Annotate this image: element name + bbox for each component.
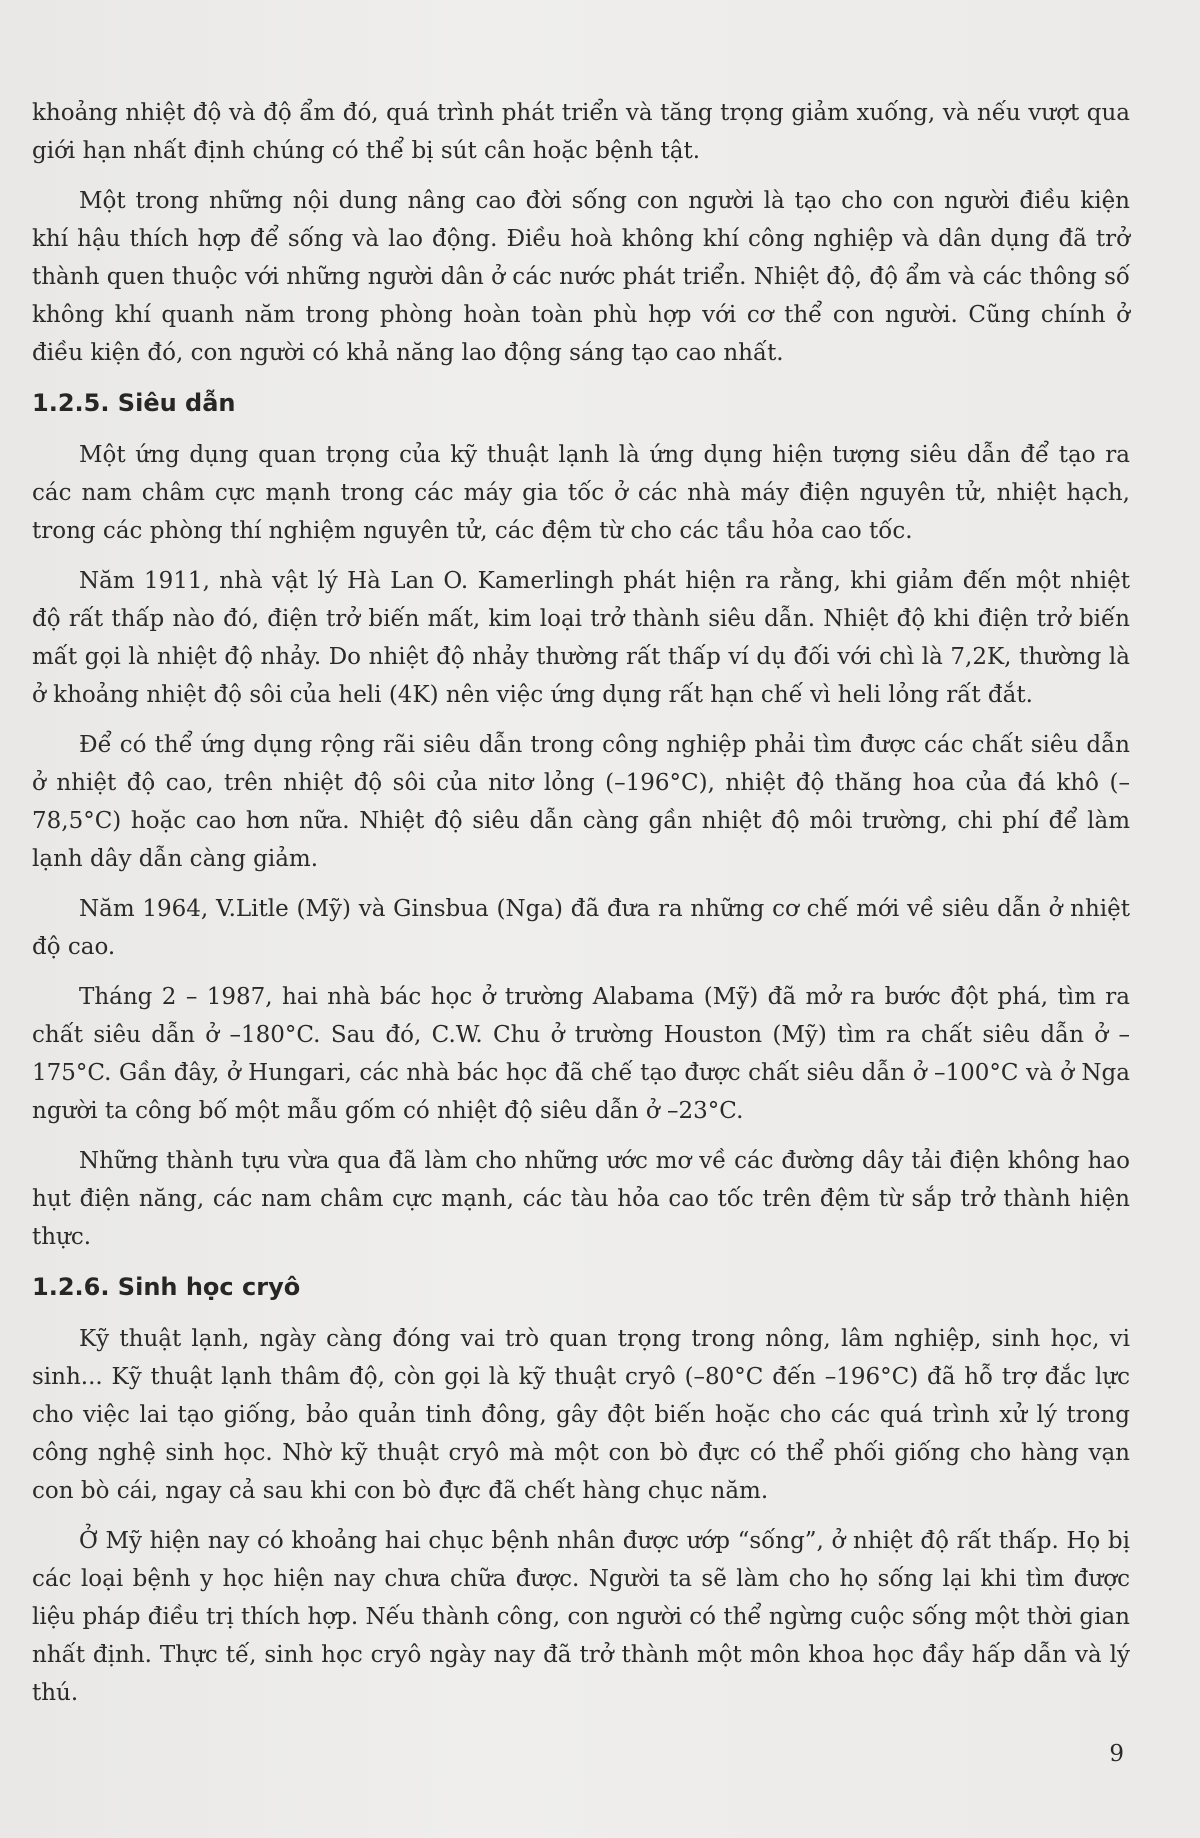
paragraph: Để có thể ứng dụng rộng rãi siêu dẫn trong công nghiệp phải tìm được các chất siêu dẫn ở nhiệt độ cao, trên nhiệt độ sôi của nitơ lỏng (–196°C), nhiệt độ thăng hoa của đá khô (–78,5°C) hoặc cao hơn nữa. Nhiệt độ siêu dẫn càng gần nhiệt độ môi trường, chi phí để làm lạnh dây dẫn càng giảm. xyxy=(32,732,1130,872)
paragraph: Tháng 2 – 1987, hai nhà bác học ở trường Alabama (Mỹ) đã mở ra bước đột phá, tìm ra chất siêu dẫn ở –180°C. Sau đó, C.W. Chu ở trường Houston (Mỹ) tìm ra chất siêu dẫn ở –175°C. Gần đây, ở Hungari, các nhà bác học đã chế tạo được chất siêu dẫn ở –100°C và ở Nga người ta công bố một mẫu gốm có nhiệt độ siêu dẫn ở –23°C. xyxy=(32,984,1130,1124)
section-heading-sinh-hoc-cryo: 1.2.6. Sinh học cryô xyxy=(32,1273,301,1301)
paragraph: Một trong những nội dung nâng cao đời sống con người là tạo cho con người điều kiện khí hậu thích hợp để sống và lao động. Điều hoà không khí công nghiệp và dân dụng đã trở thành quen thuộc với những người dân ở các nước phát triển. Nhiệt độ, độ ẩm và các thông số không khí quanh năm trong phòng hoàn toàn phù hợp với cơ thể con người. Cũng chính ở điều kiện đó, con người có khả năng lao động sáng tạo cao nhất. xyxy=(32,188,1130,366)
section-heading-sieu-dan: 1.2.5. Siêu dẫn xyxy=(32,389,236,417)
page-number: 9 xyxy=(1109,1741,1124,1767)
paragraph: Một ứng dụng quan trọng của kỹ thuật lạnh là ứng dụng hiện tượng siêu dẫn để tạo ra các nam châm cực mạnh trong các máy gia tốc ở các nhà máy điện nguyên tử, nhiệt hạch, trong các phòng thí nghiệm nguyên tử, các đệm từ cho các tầu hỏa cao tốc. xyxy=(32,442,1130,544)
paragraph: Kỹ thuật lạnh, ngày càng đóng vai trò quan trọng trong nông, lâm nghiệp, sinh học, vi sinh... Kỹ thuật lạnh thâm độ, còn gọi là kỹ thuật cryô (–80°C đến –196°C) đã hỗ trợ đắc lực cho việc lai tạo giống, bảo quản tinh đông, gây đột biến hoặc cho các quá trình xử lý trong công nghệ sinh học. Nhờ kỹ thuật cryô mà một con bò đực có thể phối giống cho hàng vạn con bò cái, ngay cả sau khi con bò đực đã chết hàng chục năm. xyxy=(32,1326,1130,1504)
paragraph: Ở Mỹ hiện nay có khoảng hai chục bệnh nhân được ướp “sống”, ở nhiệt độ rất thấp. Họ bị các loại bệnh y học hiện nay chưa chữa được. Người ta sẽ làm cho họ sống lại khi tìm được liệu pháp điều trị thích hợp. Nếu thành công, con người có thể ngừng cuộc sống một thời gian nhất định. Thực tế, sinh học cryô ngày nay đã trở thành một môn khoa học đầy hấp dẫn và lý thú. xyxy=(32,1528,1130,1706)
paragraph: khoảng nhiệt độ và độ ẩm đó, quá trình phát triển và tăng trọng giảm xuống, và nếu vượt qua giới hạn nhất định chúng có thể bị sút cân hoặc bệnh tật. xyxy=(32,100,1130,164)
paragraph: Năm 1911, nhà vật lý Hà Lan O. Kamerlingh phát hiện ra rằng, khi giảm đến một nhiệt độ rất thấp nào đó, điện trở biến mất, kim loại trở thành siêu dẫn. Nhiệt độ khi điện trở biến mất gọi là nhiệt độ nhảy. Do nhiệt độ nhảy thường rất thấp ví dụ đối với chì là 7,2K, thường là ở khoảng nhiệt độ sôi của heli (4K) nên việc ứng dụng rất hạn chế vì heli lỏng rất đắt. xyxy=(32,568,1130,708)
paragraph: Năm 1964, V.Litle (Mỹ) và Ginsbua (Nga) đã đưa ra những cơ chế mới về siêu dẫn ở nhiệt độ cao. xyxy=(32,896,1130,960)
page-content xyxy=(32,94,1130,1724)
paragraph: Những thành tựu vừa qua đã làm cho những ước mơ về các đường dây tải điện không hao hụt điện năng, các nam châm cực mạnh, các tàu hỏa cao tốc trên đệm từ sắp trở thành hiện thực. xyxy=(32,1148,1130,1250)
